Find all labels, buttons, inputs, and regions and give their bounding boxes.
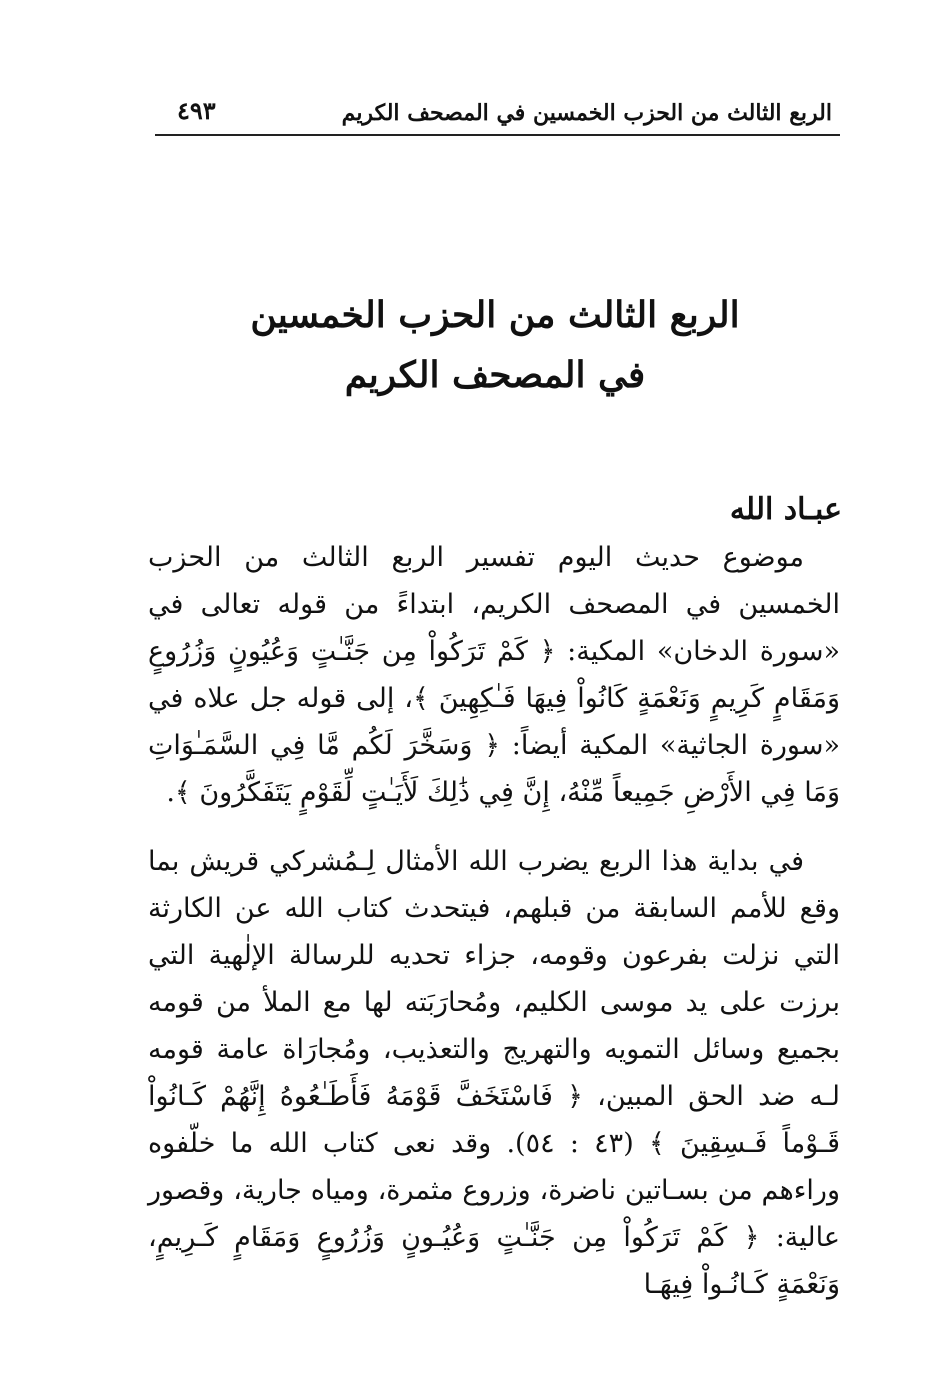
running-header: [155, 94, 840, 136]
body-text: [148, 534, 840, 1308]
page-number: ٤٩٣: [177, 96, 216, 125]
chapter-title-line-2: في المصحف الكريم: [344, 354, 646, 396]
chapter-title-line-1: الربع الثالث من الحزب الخمسين: [250, 294, 740, 336]
paragraph-2: في بداية هذا الربع يضرب الله الأمثال لِـمُشركي قريش بما وقع للأمم السابقة من قبلهم، فيتحدث كتاب الله عن الكارثة التي نزلت بفرعون وقومه، جزاء تحديه للرسالة الإلٰهية التي برزت على يد موسى الكليم، ومُحارَبَته لها مع الملأ من قومه بجميع وسائل التمويه والتهريج والتعذيب، ومُجارَاة عامة قومه لـه ضد الحق المبين، ﴿ فَاسْتَخَفَّ قَوْمَهُ فَأَطَـٰعُوهُ إِنَّهُمْ كَـانُواْ قَـوْماً فَـسِقِينَ ﴾ (٤٣ : ٥٤). وقد نعى كتاب الله ما خلّفوه وراءهم من بسـاتين ناضرة، وزروع مثمرة، ومياه جارية، وقصور عالية: ﴿ كَمْ تَرَكُواْ مِن جَنَّـٰتٍ وَعُيُـونٍ وَزُرُوعٍ وَمَقَامٍ كَـرِيمٍ، وَنَعْمَةٍ كَـانُـواْ فِيهَـا: [148, 846, 840, 1300]
section-heading: عبـاد الله: [729, 492, 842, 527]
running-title: الربع الثالث من الحزب الخمسين في المصحف الكريم: [341, 100, 832, 126]
chapter-title: [150, 285, 840, 405]
paragraph-1: موضوع حديث اليوم تفسير الربع الثالث من الحزب الخمسين في المصحف الكريم، ابتداءً من قوله تعالى في «سورة الدخان» المكية: ﴿ كَمْ تَرَكُواْ مِن جَنَّـٰتٍ وَعُيُونٍ وَزُرُوعٍ وَمَقَامٍ كَرِيمٍ وَنَعْمَةٍ كَانُواْ فِيهَا فَـٰكِهِينَ ﴾، إلى قوله جل علاه في «سورة الجاثية» المكية أيضاً: ﴿ وَسَخَّرَ لَكُم مَّا فِي السَّمَـٰوَاتِ وَمَا فِي الأَرْضِ جَمِيعاً مِّنْهُ، إِنَّ فِي ذَٰلِكَ لَأَيَـٰتٍ لِّقَوْمٍ يَتَفَكَّرُونَ ﴾.: [148, 542, 840, 808]
